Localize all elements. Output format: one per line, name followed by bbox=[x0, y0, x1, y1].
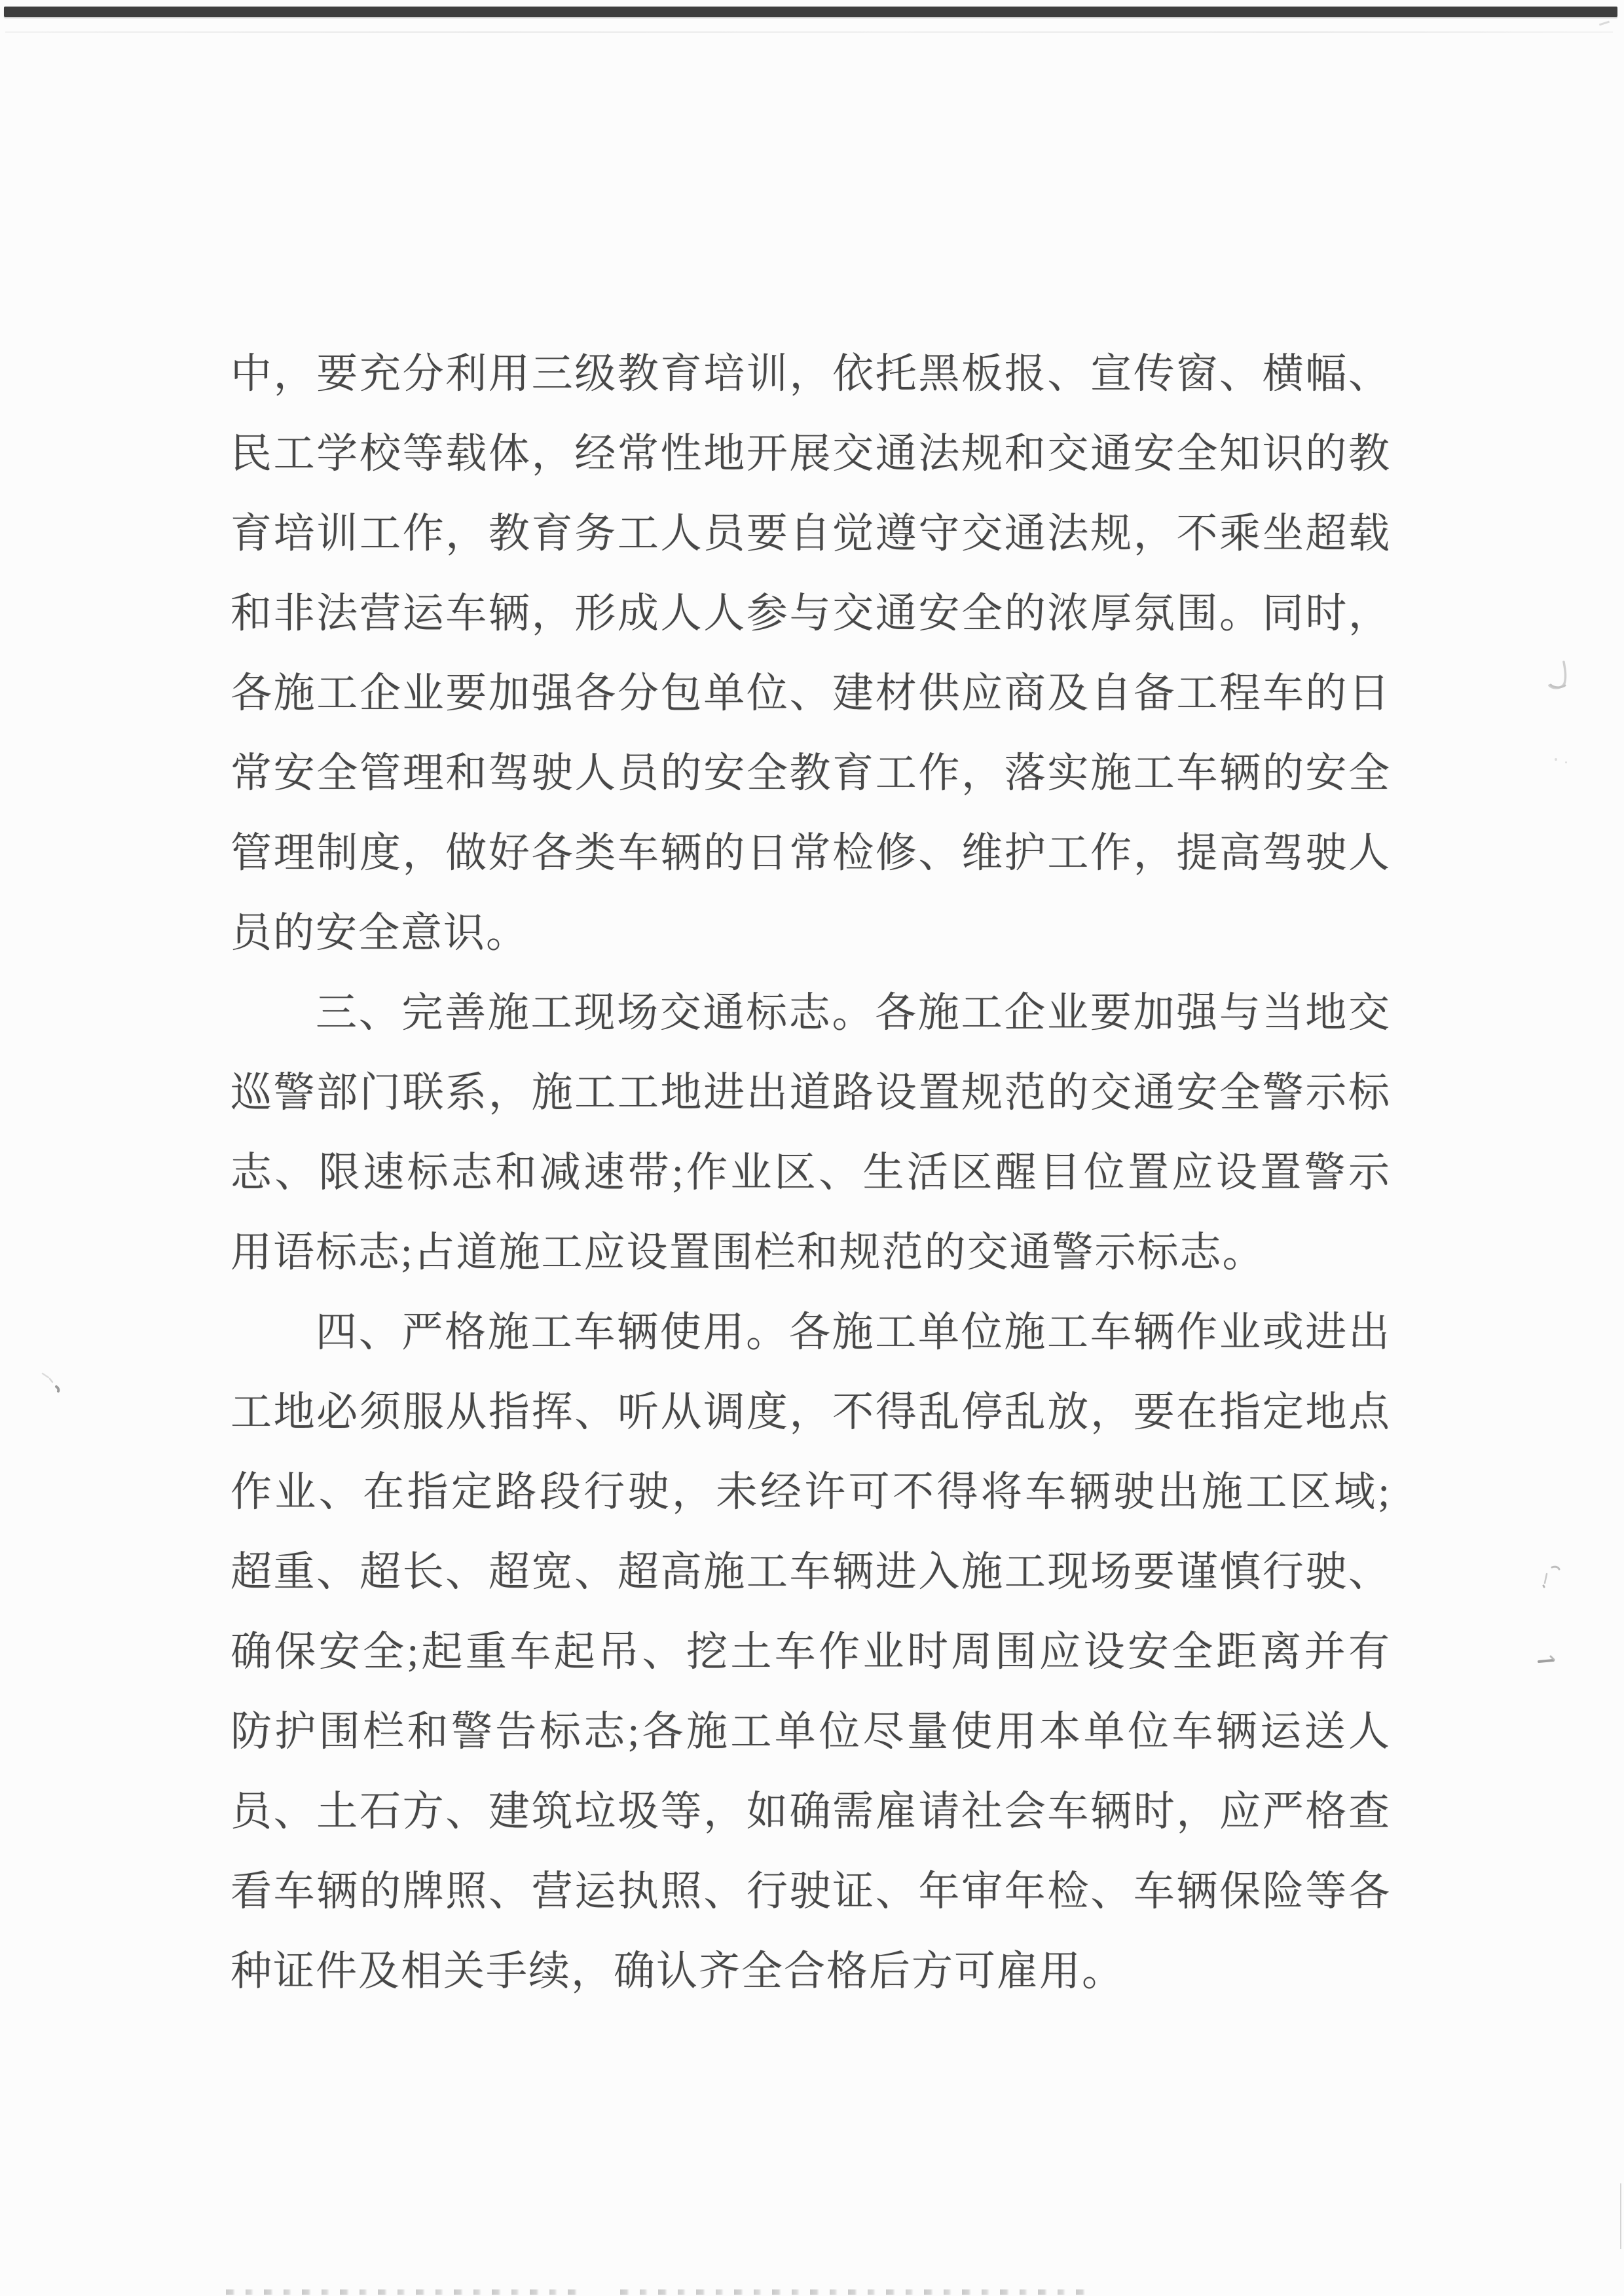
text-line: 中，要充分利用三级教育培训，依托黑板报、宣传窗、横幅、 bbox=[231, 351, 1391, 397]
text-line: 防护围栏和警告标志;各施工单位尽量使用本单位车辆运送人 bbox=[231, 1709, 1391, 1755]
text-line: 工地必须服从指挥、听从调度，不得乱停乱放，要在指定地点 bbox=[231, 1389, 1391, 1435]
text-line: 常安全管理和驾驶人员的安全教育工作，落实施工车辆的安全 bbox=[231, 750, 1391, 796]
text-line: 各施工企业要加强各分包单位、建材供应商及自备工程车的日 bbox=[231, 670, 1391, 716]
text-line: 志、限速标志和减速带;作业区、生活区醒目位置应设置警示 bbox=[231, 1150, 1391, 1195]
scan-crease-line bbox=[5, 31, 1613, 33]
text-line: 作业、在指定路段行驶，未经许可不得将车辆驶出施工区域; bbox=[231, 1469, 1391, 1515]
text-line: 看车辆的牌照、营运执照、行驶证、年审年检、车辆保险等各 bbox=[231, 1868, 1391, 1914]
text-line: 管理制度，做好各类车辆的日常检修、维护工作，提高驾驶人 bbox=[231, 830, 1391, 876]
text-line: 巡警部门联系，施工工地进出道路设置规范的交通安全警示标 bbox=[231, 1070, 1391, 1116]
bottom-cutoff-text-remnant bbox=[226, 2289, 583, 2295]
text-line-paragraph-start: 三、完善施工现场交通标志。各施工企业要加强与当地交 bbox=[316, 990, 1391, 1036]
text-line-paragraph-start: 四、严格施工车辆使用。各施工单位施工车辆作业或进出 bbox=[316, 1309, 1391, 1355]
bottom-cutoff-text-remnant bbox=[620, 2289, 1094, 2295]
scanner-edge-bar bbox=[4, 7, 1617, 17]
text-line: 种证件及相关手续，确认齐全合格后方可雇用。 bbox=[231, 1948, 1124, 1994]
scan-smudge-hook bbox=[1547, 660, 1573, 694]
text-line: 超重、超长、超宽、超高施工车辆进入施工现场要谨慎行驶、 bbox=[231, 1549, 1391, 1595]
text-line: 确保安全;起重车起吊、挖土车作业时周围应设安全距离并有 bbox=[231, 1629, 1391, 1675]
text-line: 员、土石方、建筑垃圾等，如确需雇请社会车辆时，应严格查 bbox=[231, 1789, 1391, 1834]
text-line: 民工学校等载体，经常性地开展交通法规和交通安全知识的教 bbox=[231, 431, 1391, 477]
document-body bbox=[231, 334, 1391, 2011]
text-line: 育培训工作，教育务工人员要自觉遵守交通法规，不乘坐超载 bbox=[231, 511, 1391, 556]
scan-speck bbox=[1555, 758, 1557, 761]
text-line: 和非法营运车辆，形成人人参与交通安全的浓厚氛围。同时， bbox=[231, 591, 1391, 636]
scan-smudge-left-margin bbox=[41, 1370, 63, 1394]
scan-smudge-tick bbox=[1539, 1563, 1561, 1590]
scan-mark-top-right bbox=[1599, 21, 1610, 26]
text-line: 员的安全意识。 bbox=[231, 910, 528, 956]
scan-edge-line bbox=[1620, 2183, 1621, 2249]
scan-smudge-dash bbox=[1536, 1652, 1560, 1667]
scan-speck bbox=[1565, 761, 1567, 763]
text-line: 用语标志;占道施工应设置围栏和规范的交通警示标志。 bbox=[231, 1230, 1265, 1275]
